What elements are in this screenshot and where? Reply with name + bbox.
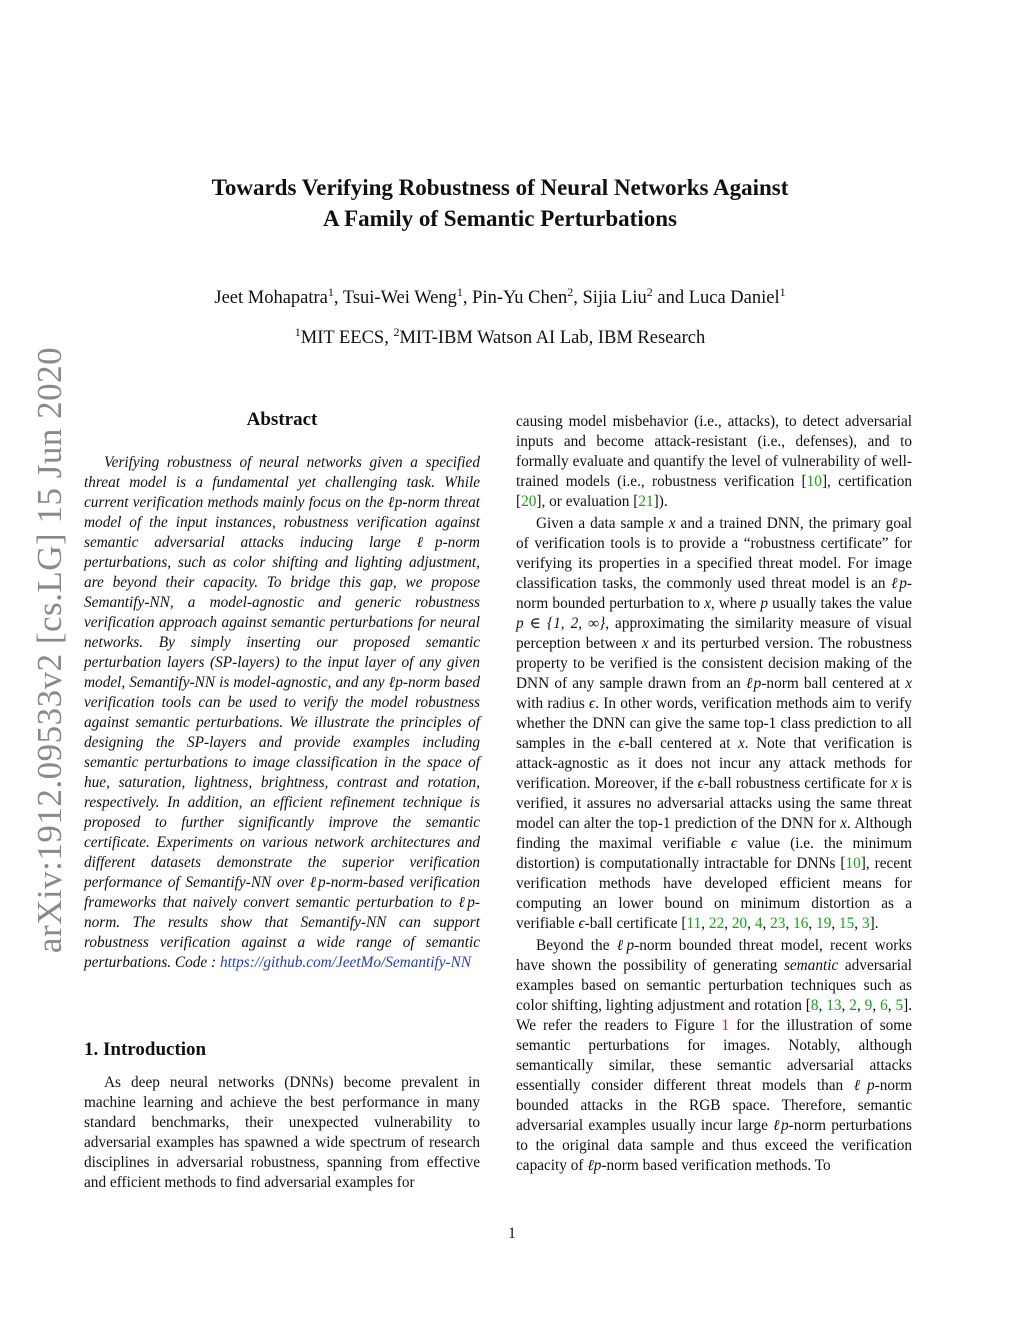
citation-link[interactable]: 2: [849, 997, 857, 1014]
author-name: Jeet Mohapatra: [214, 288, 328, 308]
body-paragraph: As deep neural networks (DNNs) become prevalent in machine learning and achieve the best performance in many standard benchmarks, their unexpected vulnerability to adversarial examples has spawned a wide spectrum of research disciplines in adversarial robustness, spanning from effective and efficient methods to find adversarial examples for: [84, 1074, 480, 1191]
citation-link[interactable]: 21: [638, 493, 654, 510]
citation-link[interactable]: 15: [839, 915, 855, 932]
citation-link[interactable]: 22: [708, 915, 725, 932]
introduction-body-left: [84, 1073, 480, 1193]
citation-link[interactable]: 6: [880, 997, 888, 1014]
affiliations: [90, 326, 910, 350]
citation-link[interactable]: 10: [806, 473, 822, 490]
citation-link[interactable]: 5: [895, 997, 904, 1014]
citation-link[interactable]: 20: [731, 915, 748, 932]
body-paragraph: Beyond the ℓp-norm bounded threat model, recent works have shown the possibility of generating semantic adversarial examples based on semantic perturbation techniques such as color shifting, lighting adjustment and rotation [8, 13, 2, 9, 6, 5]. We refer the readers to Figure 1 for the illustration of some semantic perturbations for images. Notably, although semantically similar, these semantic adversarial attacks essentially consider different threat models than ℓp-norm bounded attacks in the RGB space. Therefore, semantic adversarial examples usually incur large ℓp-norm perturbations to the original data sample and thus exceed the verification capacity of ℓp-norm based verification methods. To: [516, 937, 913, 1174]
citation-link[interactable]: 3: [861, 915, 870, 932]
citation-link[interactable]: 10: [845, 855, 861, 872]
title-line-2: A Family of Semantic Perturbations: [323, 206, 677, 231]
body-paragraph: Given a data sample x and a trained DNN, the primary goal of verification tools is to provide a “robustness certificate” for verifying its properties in a specified threat model. For image classification tasks, the commonly used threat model is an ℓp-norm bounded perturbation to x, where p usually takes the value p ∈ {1, 2, ∞}, approximating the similarity measure of visual perception between x and its perturbed version. The robustness property to be verified is the consistent decision making of the DNN of any sample drawn from an ℓp-norm ball centered at x with radius ϵ. In other words, verification methods aim to verify whether the DNN can give the same top-1 class prediction to all samples in the ϵ-ball centered at x. Note that verification is attack-agnostic as it does not incur any attack methods for verification. Moreover, if the ϵ-ball robustness certificate for x is verified, it assures no adversarial attacks using the same threat model can alter the top-1 prediction of the DNN for x. Although finding the maximal verifiable ϵ value (i.e. the minimum distortion) is computationally intractable for DNNs [10], recent verification methods have developed efficient means for computing an lower bound on minimum distortion as a verifiable ϵ-ball certificate [11, 22, 20, 4, 23, 16, 19, 15, 3].: [516, 515, 913, 932]
affiliation-mark: 1: [327, 284, 334, 299]
title-line-1: Towards Verifying Robustness of Neural Networks Against: [211, 175, 789, 200]
citation-link[interactable]: 16: [793, 915, 809, 932]
affiliation-mark: 2: [567, 284, 574, 299]
affiliation-text: MIT EECS,: [300, 328, 394, 348]
citation-link[interactable]: 23: [770, 915, 786, 932]
citation-link[interactable]: 9: [864, 997, 873, 1014]
introduction-heading: 1. Introduction: [84, 1039, 207, 1060]
affiliation-mark: 2: [646, 284, 653, 299]
citation-link[interactable]: 20: [521, 493, 537, 510]
abstract-heading: Abstract: [246, 409, 318, 430]
author-name: , Pin-Yu Chen: [462, 288, 568, 308]
author-name: and Luca Daniel: [652, 288, 780, 308]
citation-link[interactable]: 8: [810, 997, 819, 1014]
citation-link[interactable]: 19: [816, 915, 832, 932]
affiliation-mark: 1: [294, 324, 301, 339]
author-list: [90, 286, 910, 310]
affiliation-mark: 2: [393, 324, 400, 339]
abstract-paragraph: Verifying robustness of neural networks given a specified threat model is a fundamental yet challenging task. While current verification methods mainly focus on the ℓp-norm threat model of the input instances, robustness verification against semantic adversarial attacks inducing large ℓp-norm perturbations, such as color shifting and lighting adjustment, are beyond their capacity. To bridge this gap, we propose Semantify-NN, a model-agnostic and generic robustness verification approach against semantic perturbations for neural networks. By simply inserting our proposed semantic perturbation layers (SP-layers) to the input layer of any given model, Semantify-NN is model-agnostic, and any ℓp-norm based verification tools can be used to verify the model robustness against semantic perturbations. We illustrate the principles of designing the SP-layers and provide examples including semantic perturbations to image classification in the space of hue, saturation, lightness, brightness, contrast and rotation, respectively. In addition, an efficient refinement technique is proposed to further significantly improve the semantic certificate. Experiments on various network architectures and different datasets demonstrate the superior verification performance of Semantify-NN over ℓp-norm-based verification frameworks that naively convert semantic perturbation to ℓp-norm. The results show that Semantify-NN can support robustness verification against a wide range of semantic perturbations. Code : https://github.com/JeetMo/Semantify-NN: [84, 454, 480, 971]
page-number: 1: [508, 1225, 516, 1242]
citation-link[interactable]: 4: [754, 915, 763, 932]
arxiv-identifier-stamp: arXiv:1912.09533v2 [cs.LG] 15 Jun 2020: [30, 346, 69, 954]
introduction-body-right: [516, 412, 912, 1176]
code-repository-link[interactable]: https://github.com/JeetMo/Semantify-NN: [219, 954, 472, 971]
affiliation-text: MIT-IBM Watson AI Lab, IBM Research: [399, 328, 706, 348]
paper-title: [90, 172, 910, 234]
body-paragraph: causing model misbehavior (i.e., attacks), to detect adversarial inputs and become attack-resistant (i.e., defenses), and to formally evaluate and quantify the level of vulnerability of well-trained models (i.e., robustness verification [10], certification [20], or evaluation [21]).: [516, 413, 912, 510]
author-name: , Tsui-Wei Weng: [333, 288, 457, 308]
affiliation-mark: 1: [779, 284, 786, 299]
affiliation-mark: 1: [456, 284, 463, 299]
figure-reference-link[interactable]: 1: [721, 1017, 730, 1034]
citation-link[interactable]: 13: [826, 997, 842, 1014]
citation-link[interactable]: 11: [686, 915, 702, 932]
author-name: , Sijia Liu: [573, 288, 647, 308]
abstract-body: [84, 453, 480, 973]
